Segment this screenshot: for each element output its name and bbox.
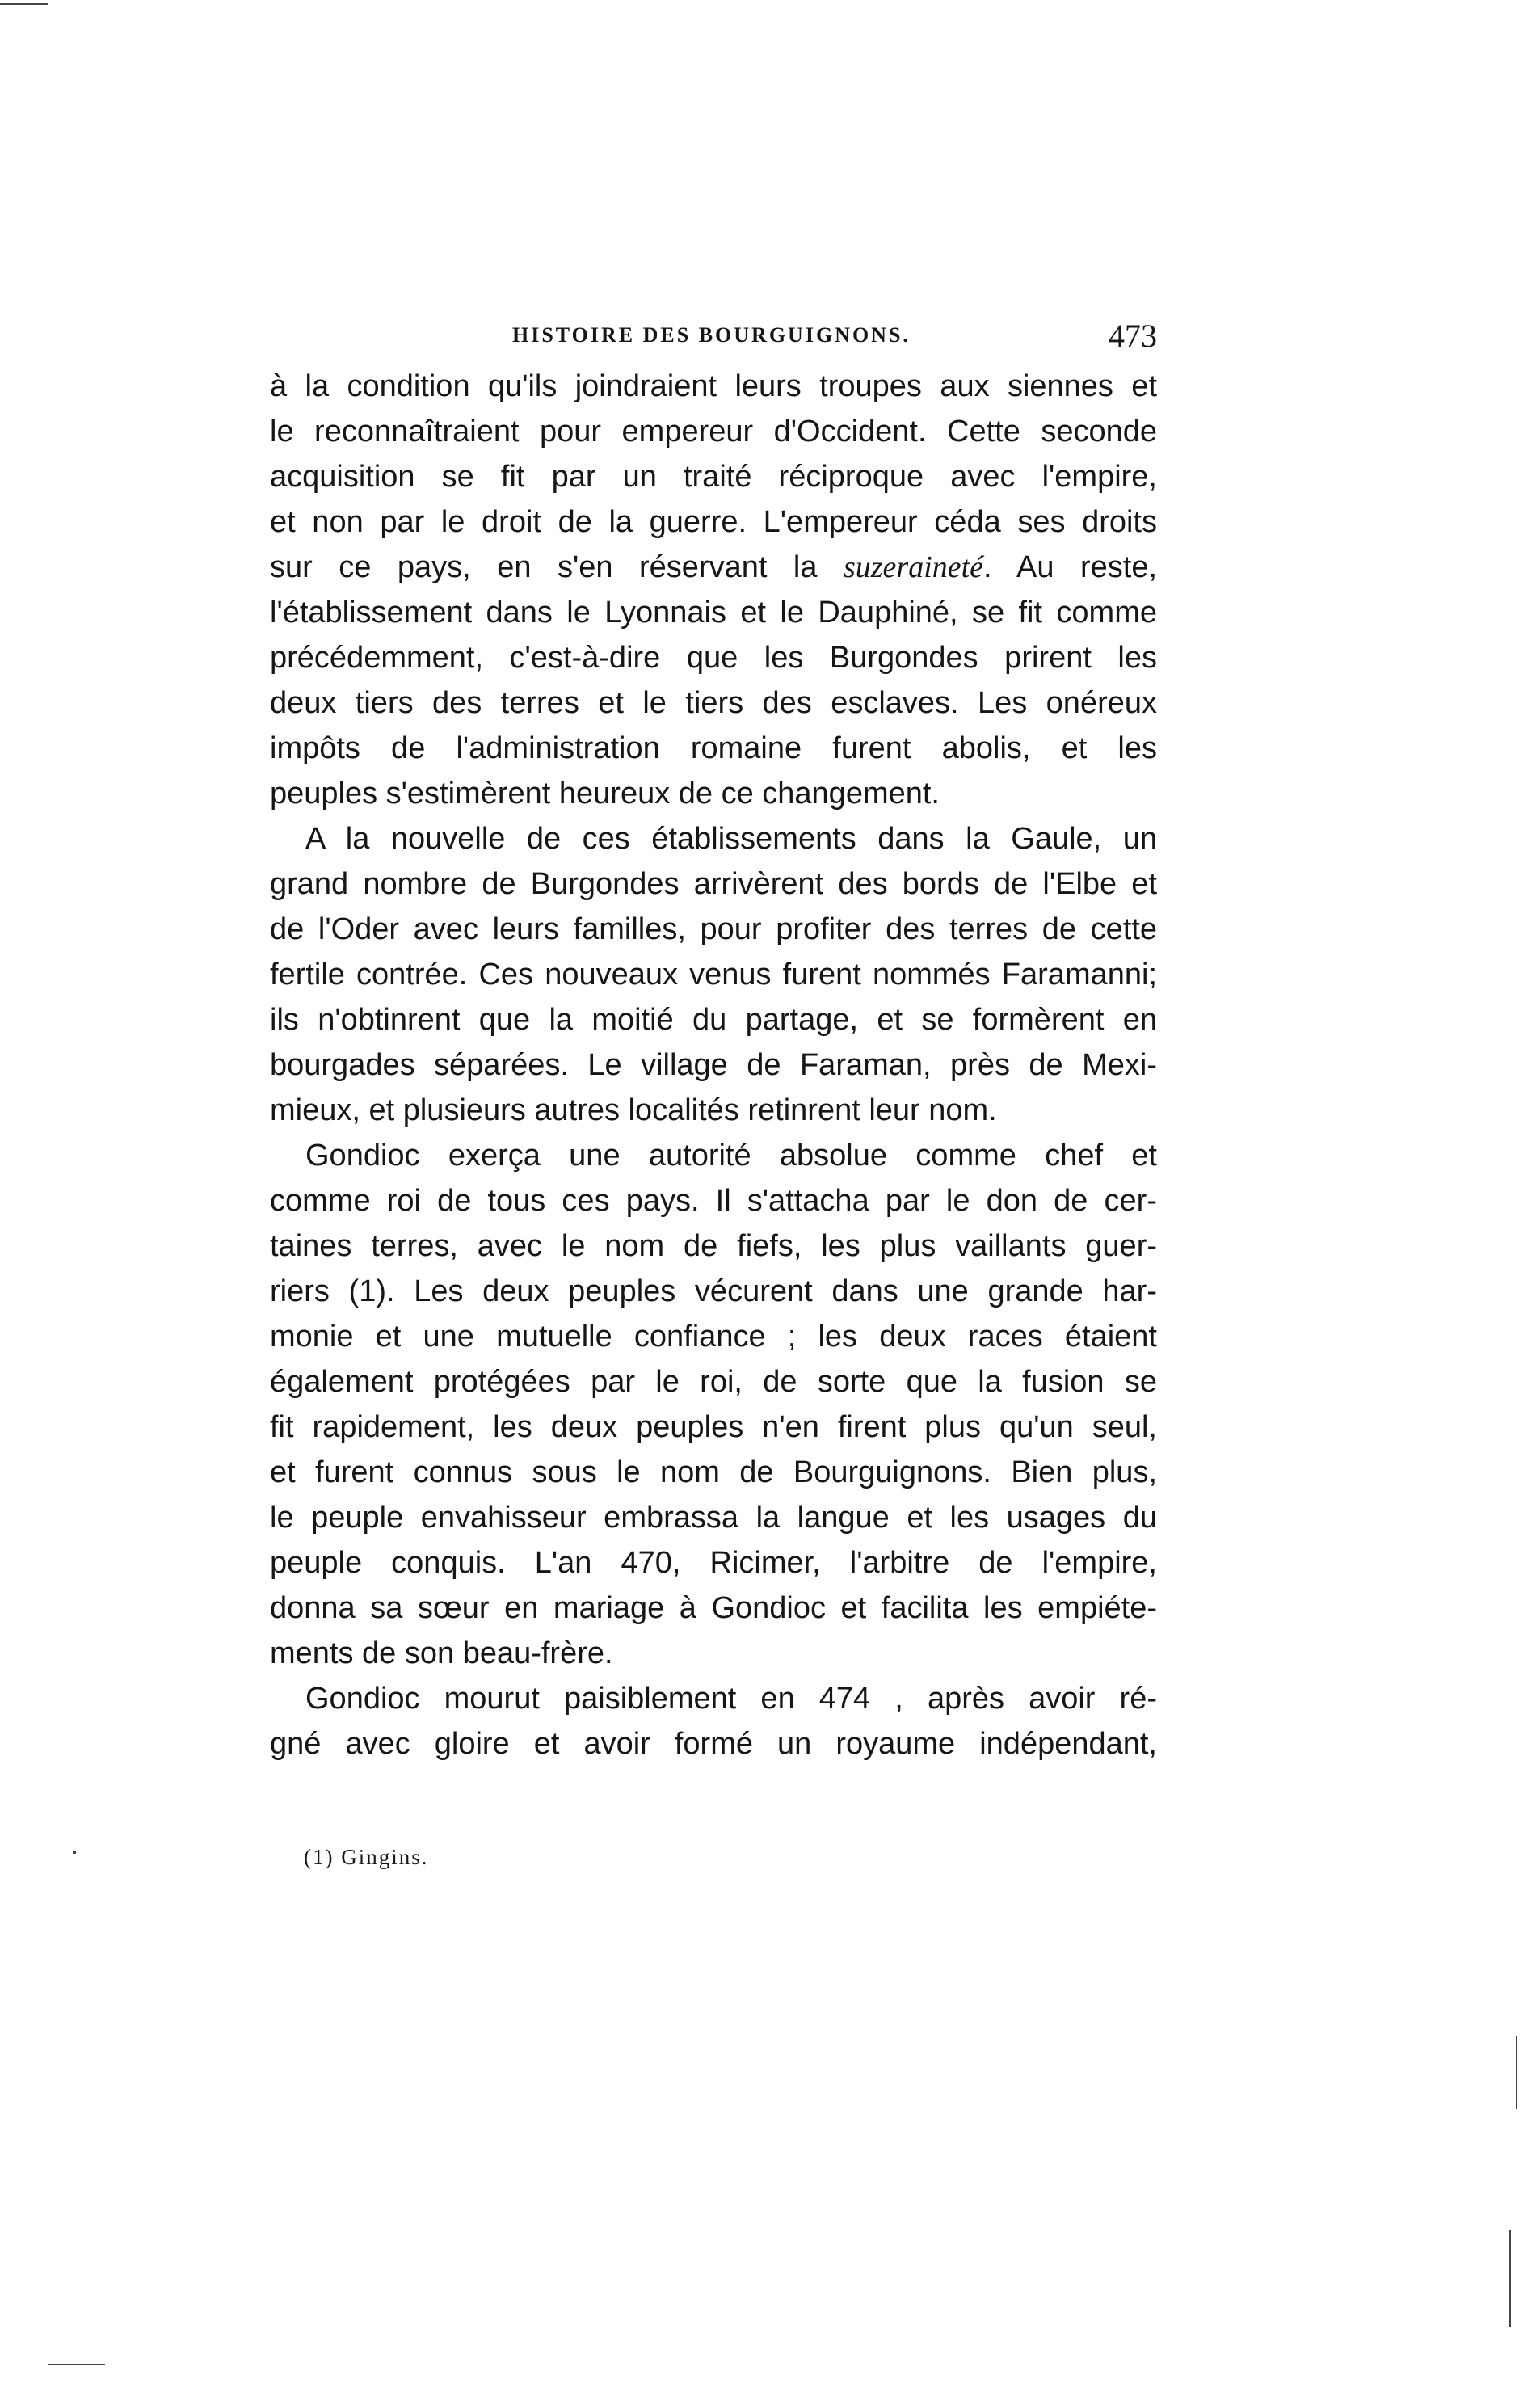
paragraph: [270, 364, 1157, 816]
text-line: gné avec gloire et avoir formé un royaume indépendant,: [270, 1727, 1157, 1761]
scan-speck: [73, 1851, 76, 1854]
text-line: l'établissement dans le Lyonnais et le Dauphiné, se fit comme: [270, 596, 1157, 630]
text-line: impôts de l'administration romaine furent abolis, et les: [270, 731, 1157, 765]
text-line: de l'Oder avec leurs familles, pour profiter des terres de cette: [270, 912, 1157, 946]
scan-speck: [0, 3, 48, 5]
text-line: peuples s'estimèrent heureux de ce changement.: [270, 777, 940, 811]
text-line: monie et une mutuelle confiance ; les deux races étaient: [270, 1320, 1157, 1354]
text-line: et furent connus sous le nom de Bourguignons. Bien plus,: [270, 1455, 1157, 1489]
text-line: grand nombre de Burgondes arrivèrent des bords de l'Elbe et: [270, 867, 1157, 901]
text-line: sur ce pays, en s'en réservant la suzeraineté. Au reste,: [270, 550, 1158, 584]
text-line: taines terres, avec le nom de fiefs, les plus vaillants guer-: [270, 1229, 1157, 1263]
text-line: acquisition se fit par un traité réciproque avec l'empire,: [270, 460, 1157, 494]
text-line: ments de son beau-frère.: [270, 1636, 613, 1670]
footnote: (1) Gingins.: [304, 1845, 429, 1869]
text-line: Gondioc exerça une autorité absolue comme chef et: [305, 1139, 1157, 1173]
text-line: donna sa sœur en mariage à Gondioc et facilita les empiéte-: [270, 1591, 1157, 1625]
text-line: fertile contrée. Ces nouveaux venus furent nommés Faramanni;: [270, 958, 1157, 992]
paragraph: [270, 1133, 1157, 1676]
scan-speck: [1516, 2036, 1517, 2109]
text-line: à la condition qu'ils joindraient leurs troupes aux siennes et: [270, 369, 1157, 403]
text-line: peuple conquis. L'an 470, Ricimer, l'arbitre de l'empire,: [270, 1546, 1157, 1580]
text-line: mieux, et plusieurs autres localités retinrent leur nom.: [270, 1093, 997, 1127]
running-title: HISTOIRE DES BOURGUIGNONS.: [512, 323, 911, 347]
scan-speck: [1509, 2230, 1511, 2327]
text-line: et non par le droit de la guerre. L'empereur céda ses droits: [270, 505, 1157, 539]
scan-speck: [48, 2364, 105, 2365]
page-number: 473: [1109, 318, 1157, 354]
text-line: précédemment, c'est-à-dire que les Burgondes prirent les: [270, 641, 1157, 675]
text-line: deux tiers des terres et le tiers des esclaves. Les onéreux: [270, 686, 1157, 720]
text-line: fit rapidement, les deux peuples n'en firent plus qu'un seul,: [270, 1410, 1157, 1444]
paragraph: [270, 1676, 1157, 1767]
text-line: ils n'obtinrent que la moitié du partage, et se formèrent en: [270, 1003, 1157, 1037]
text-line: A la nouvelle de ces établissements dans la Gaule, un: [305, 822, 1157, 856]
text-line: le reconnaîtraient pour empereur d'Occident. Cette seconde: [270, 415, 1157, 448]
text-line: le peuple envahisseur embrassa la langue et les usages du: [270, 1501, 1157, 1535]
page-header: [270, 317, 1157, 357]
text-line: Gondioc mourut paisiblement en 474 , après avoir ré-: [305, 1682, 1157, 1716]
text-line: comme roi de tous ces pays. Il s'attacha par le don de cer-: [270, 1184, 1157, 1218]
text-line: bourgades séparées. Le village de Faraman, près de Mexi-: [270, 1048, 1157, 1082]
paragraph: [270, 816, 1157, 1133]
body-text: [270, 364, 1157, 1767]
text-line: riers (1). Les deux peuples vécurent dans une grande har-: [270, 1274, 1157, 1308]
text-line: également protégées par le roi, de sorte que la fusion se: [270, 1365, 1157, 1399]
italic-term: suzeraineté: [843, 550, 984, 584]
